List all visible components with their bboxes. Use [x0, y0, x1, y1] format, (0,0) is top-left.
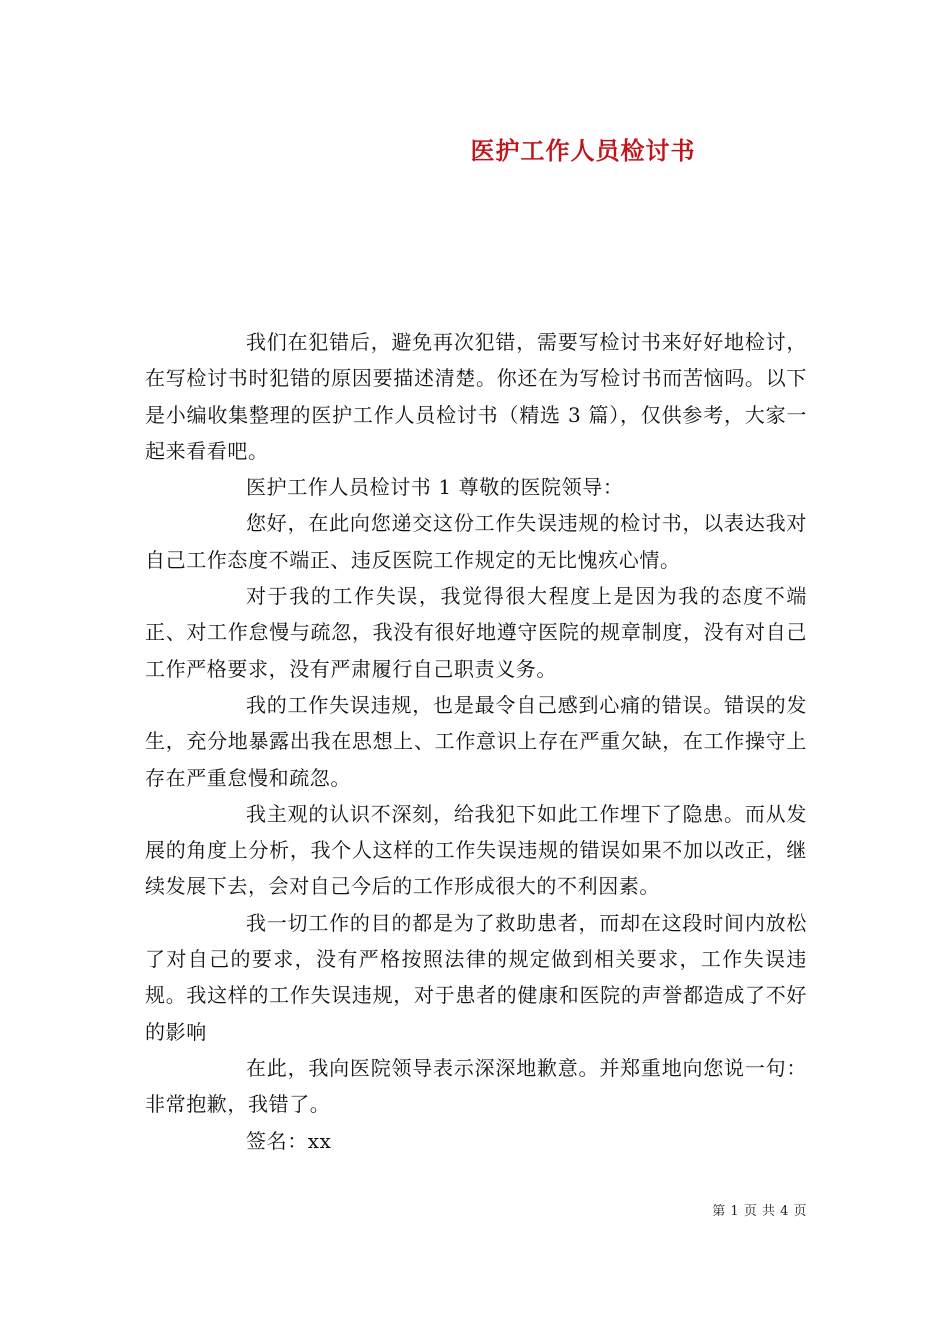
document-body [145, 324, 807, 1159]
signature-line: 签名：xx [246, 1128, 332, 1153]
body-paragraph-4: 我一切工作的目的都是为了救助患者，而却在这段时间内放松了对自己的要求，没有严格按照法律的规定做到相关要求，工作失误违规。我这样的工作失误违规，对于患者的健康和医院的声誉都造成了不好的影响 [145, 910, 807, 1044]
body-paragraph-2: 我的工作失误违规，也是最令自己感到心痛的错误。错误的发生，充分地暴露出我在思想上、工作意识上存在严重欠缺，在工作操守上存在严重怠慢和疏忽。 [145, 692, 807, 790]
letter-heading: 医护工作人员检讨书 1 尊敬的医院领导： [246, 475, 624, 500]
document-title: 医护工作人员检讨书 [470, 136, 696, 165]
greeting-paragraph: 您好，在此向您递交这份工作失误违规的检讨书，以表达我对自己工作态度不端正、违反医院工作规定的无比愧疚心情。 [145, 511, 807, 572]
page-number-footer: 第 1 页 共 4 页 [712, 1204, 807, 1219]
intro-paragraph: 我们在犯错后，避免再次犯错，需要写检讨书来好好地检讨，在写检讨书时犯错的原因要描述清楚。你还在为写检讨书而苦恼吗。以下是小编收集整理的医护工作人员检讨书（精选 3 篇），仅供参考，大家一起来看看吧。 [145, 330, 807, 463]
body-paragraph-1: 对于我的工作失误，我觉得很大程度上是因为我的态度不端正、对工作怠慢与疏忽，我没有很好地遵守医院的规章制度，没有对自己工作严格要求，没有严肃履行自己职责义务。 [145, 584, 807, 681]
apology-paragraph: 在此，我向医院领导表示深深地歉意。并郑重地向您说一句：非常抱歉，我错了。 [145, 1055, 807, 1117]
body-paragraph-3: 我主观的认识不深刻，给我犯下如此工作埋下了隐患。而从发展的角度上分析，我个人这样的工作失误违规的错误如果不加以改正，继续发展下去，会对自己今后的工作形成很大的不利因素。 [145, 801, 807, 899]
